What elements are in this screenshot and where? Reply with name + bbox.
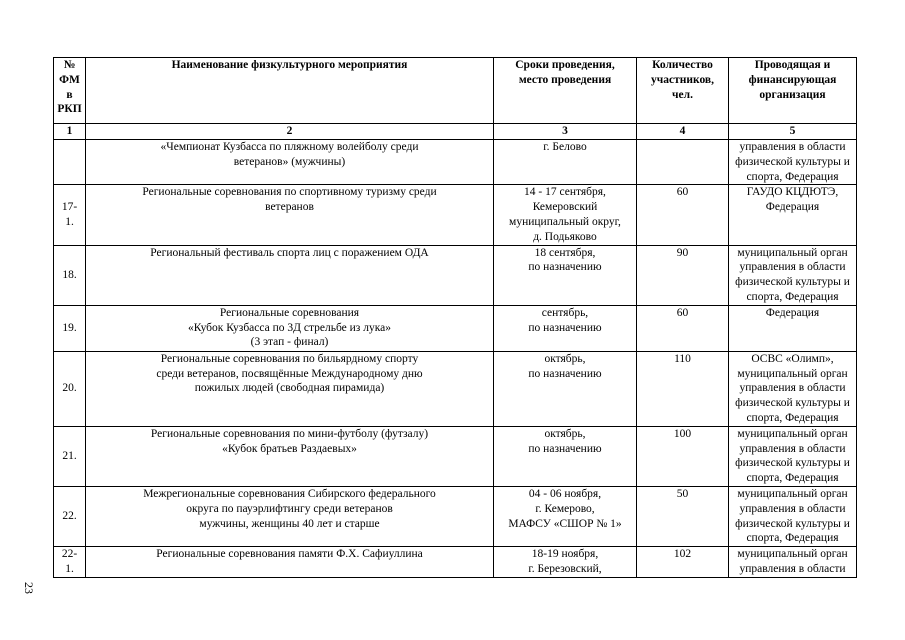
event-number: 19.: [54, 305, 86, 351]
event-participants: 50: [637, 486, 729, 546]
event-participants: 60: [637, 305, 729, 351]
header-organization: Проводящая и финансирующая организация: [729, 58, 857, 124]
page-number: 23: [22, 582, 36, 594]
event-participants: 100: [637, 426, 729, 486]
event-number: 21.: [54, 426, 86, 486]
event-organization: ОСВС «Олимп», муниципальный орган управления в области физической культуры и спорта, Федерация: [729, 351, 857, 426]
event-dates-place: 18-19 ноября, г. Березовский,: [494, 547, 637, 578]
event-participants: 90: [637, 245, 729, 305]
event-organization: муниципальный орган управления в области физической культуры и спорта, Федерация: [729, 426, 857, 486]
event-organization: ГАУДО КЦДЮТЭ, Федерация: [729, 185, 857, 245]
event-dates-place: 18 сентября, по назначению: [494, 245, 637, 305]
event-organization: муниципальный орган управления в области физической культуры и спорта, Федерация: [729, 245, 857, 305]
column-number: 3: [494, 124, 637, 140]
header-event-number: № ФМ в РКП: [54, 58, 86, 124]
event-dates-place: октябрь, по назначению: [494, 351, 637, 426]
column-number: 2: [86, 124, 494, 140]
event-name: Региональные соревнования по мини-футболу (футзалу) «Кубок братьев Раздаевых»: [86, 426, 494, 486]
header-event-name: Наименование физкультурного мероприятия: [86, 58, 494, 124]
table-row: [54, 351, 857, 426]
event-dates-place: г. Белово: [494, 140, 637, 185]
event-dates-place: 14 - 17 сентября, Кемеровский муниципальный округ, д. Подьяково: [494, 185, 637, 245]
event-number: 22- 1.: [54, 547, 86, 578]
table-row: [54, 305, 857, 351]
events-table: [53, 57, 857, 578]
table-row: [54, 140, 857, 185]
event-name: Межрегиональные соревнования Сибирского федерального округа по пауэрлифтингу среди ветеранов мужчины, женщины 40 лет и старше: [86, 486, 494, 546]
event-number: 18.: [54, 245, 86, 305]
table-header-row: [54, 58, 857, 124]
event-name: Региональные соревнования памяти Ф.Х. Сафиуллина: [86, 547, 494, 578]
column-number: 4: [637, 124, 729, 140]
event-organization: управления в области физической культуры и спорта, Федерация: [729, 140, 857, 185]
table-row: [54, 185, 857, 245]
event-name: Региональный фестиваль спорта лиц с поражением ОДА: [86, 245, 494, 305]
event-name: Региональные соревнования по спортивному туризму среди ветеранов: [86, 185, 494, 245]
event-organization: муниципальный орган управления в области: [729, 547, 857, 578]
event-number: 20.: [54, 351, 86, 426]
table-row: [54, 245, 857, 305]
header-participants: Количество участников, чел.: [637, 58, 729, 124]
event-name: Региональные соревнования «Кубок Кузбасса по 3Д стрельбе из лука» (3 этап - финал): [86, 305, 494, 351]
table-row: [54, 547, 857, 578]
event-number: 17- 1.: [54, 185, 86, 245]
column-number: 5: [729, 124, 857, 140]
table-row: [54, 486, 857, 546]
event-dates-place: 04 - 06 ноября, г. Кемерово, МАФСУ «СШОР № 1»: [494, 486, 637, 546]
event-organization: Федерация: [729, 305, 857, 351]
event-number: [54, 140, 86, 185]
table-row: [54, 426, 857, 486]
event-number: 22.: [54, 486, 86, 546]
event-participants: 60: [637, 185, 729, 245]
header-dates-place: Сроки проведения, место проведения: [494, 58, 637, 124]
event-name: Региональные соревнования по бильярдному спорту среди ветеранов, посвящённые Международному дню пожилых людей (свободная пирамида): [86, 351, 494, 426]
event-name: «Чемпионат Кузбасса по пляжному волейболу среди ветеранов» (мужчины): [86, 140, 494, 185]
event-organization: муниципальный орган управления в области физической культуры и спорта, Федерация: [729, 486, 857, 546]
column-number-row: [54, 124, 857, 140]
event-participants: [637, 140, 729, 185]
event-dates-place: октябрь, по назначению: [494, 426, 637, 486]
column-number: 1: [54, 124, 86, 140]
event-dates-place: сентябрь, по назначению: [494, 305, 637, 351]
event-participants: 110: [637, 351, 729, 426]
event-participants: 102: [637, 547, 729, 578]
